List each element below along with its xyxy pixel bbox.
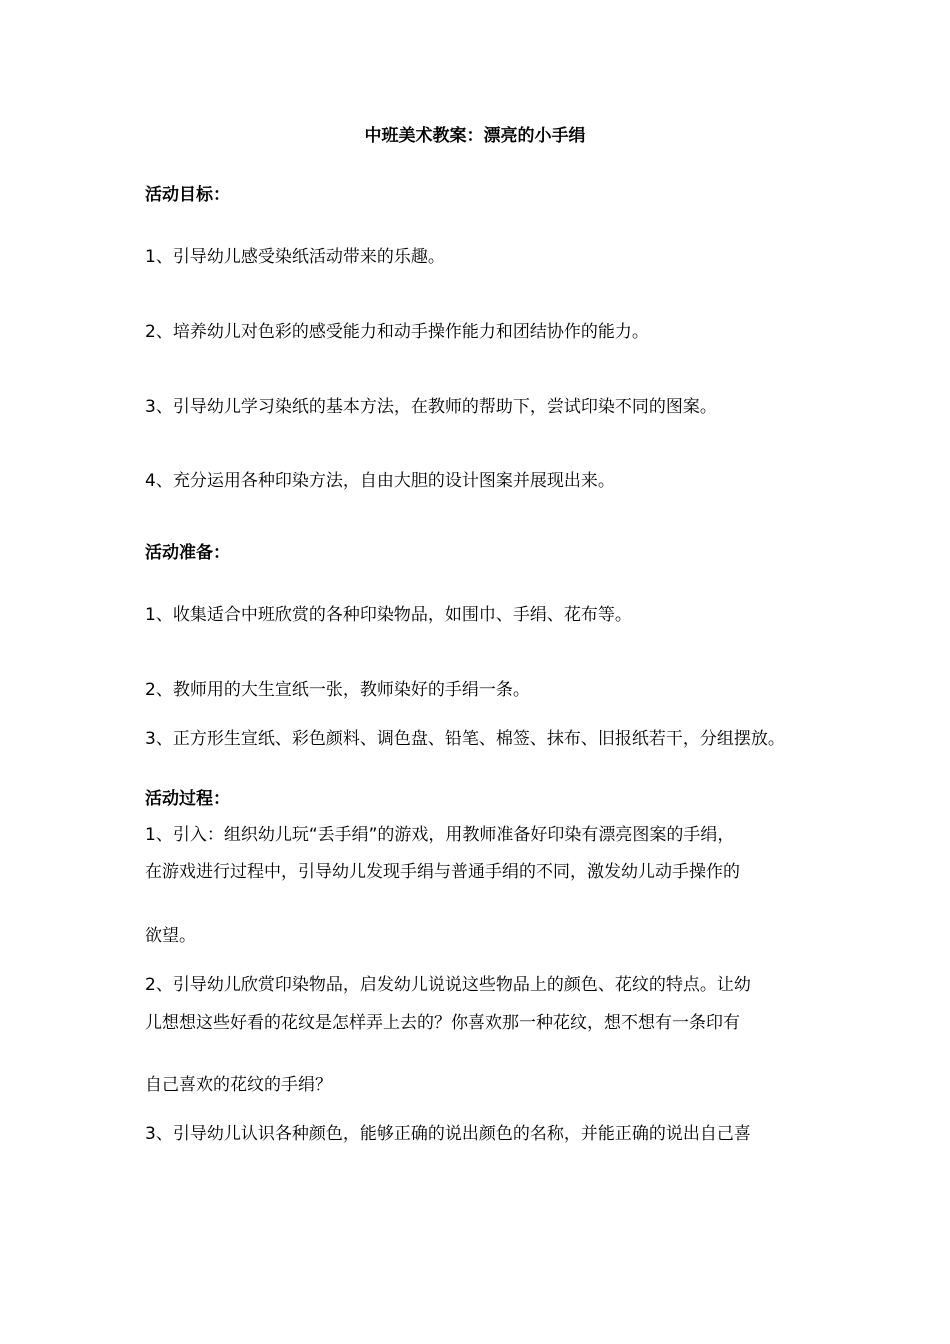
- document-title: 中班美术教案：漂亮的小手绢: [364, 126, 586, 146]
- prep-item-1: 1、收集适合中班欣赏的各种印染物品，如围巾、手绢、花布等。: [145, 605, 632, 625]
- prep-item-2: 2、教师用的大生宣纸一张，教师染好的手绢一条。: [145, 680, 530, 700]
- section-heading-process: 活动过程：: [145, 789, 230, 809]
- process-p1-line-2: 在游戏进行过程中，引导幼儿发现手绢与普通手绢的不同，激发幼儿动手操作的: [145, 862, 740, 882]
- process-p1-line-3: 欲望。: [145, 926, 196, 946]
- goal-item-4: 4、充分运用各种印染方法，自由大胆的设计图案并展现出来。: [145, 471, 615, 491]
- process-p1-line-1: 1、引入：组织幼儿玩“丢手绢”的游戏，用教师准备好印染有漂亮图案的手绢，: [145, 825, 735, 845]
- process-p2-line-3: 自己喜欢的花纹的手绢？: [145, 1075, 332, 1095]
- process-p2-line-2: 儿想想这些好看的花纹是怎样弄上去的？你喜欢那一种花纹，想不想有一条印有: [145, 1013, 740, 1033]
- section-heading-preparation: 活动准备：: [145, 543, 230, 563]
- section-heading-goals: 活动目标：: [145, 185, 230, 205]
- goal-item-2: 2、培养幼儿对色彩的感受能力和动手操作能力和团结协作的能力。: [145, 322, 649, 342]
- goal-item-1: 1、引导幼儿感受染纸活动带来的乐趣。: [145, 247, 445, 267]
- goal-item-3: 3、引导幼儿学习染纸的基本方法，在教师的帮助下，尝试印染不同的图案。: [145, 397, 717, 417]
- prep-item-3: 3、正方形生宣纸、彩色颜料、调色盘、铅笔、棉签、抹布、旧报纸若干，分组摆放。: [145, 729, 785, 749]
- process-p3-line-1: 3、引导幼儿认识各种颜色，能够正确的说出颜色的名称，并能正确的说出自己喜: [145, 1124, 751, 1144]
- process-p2-line-1: 2、引导幼儿欣赏印染物品，启发幼儿说说这些物品上的颜色、花纹的特点。让幼: [145, 975, 751, 995]
